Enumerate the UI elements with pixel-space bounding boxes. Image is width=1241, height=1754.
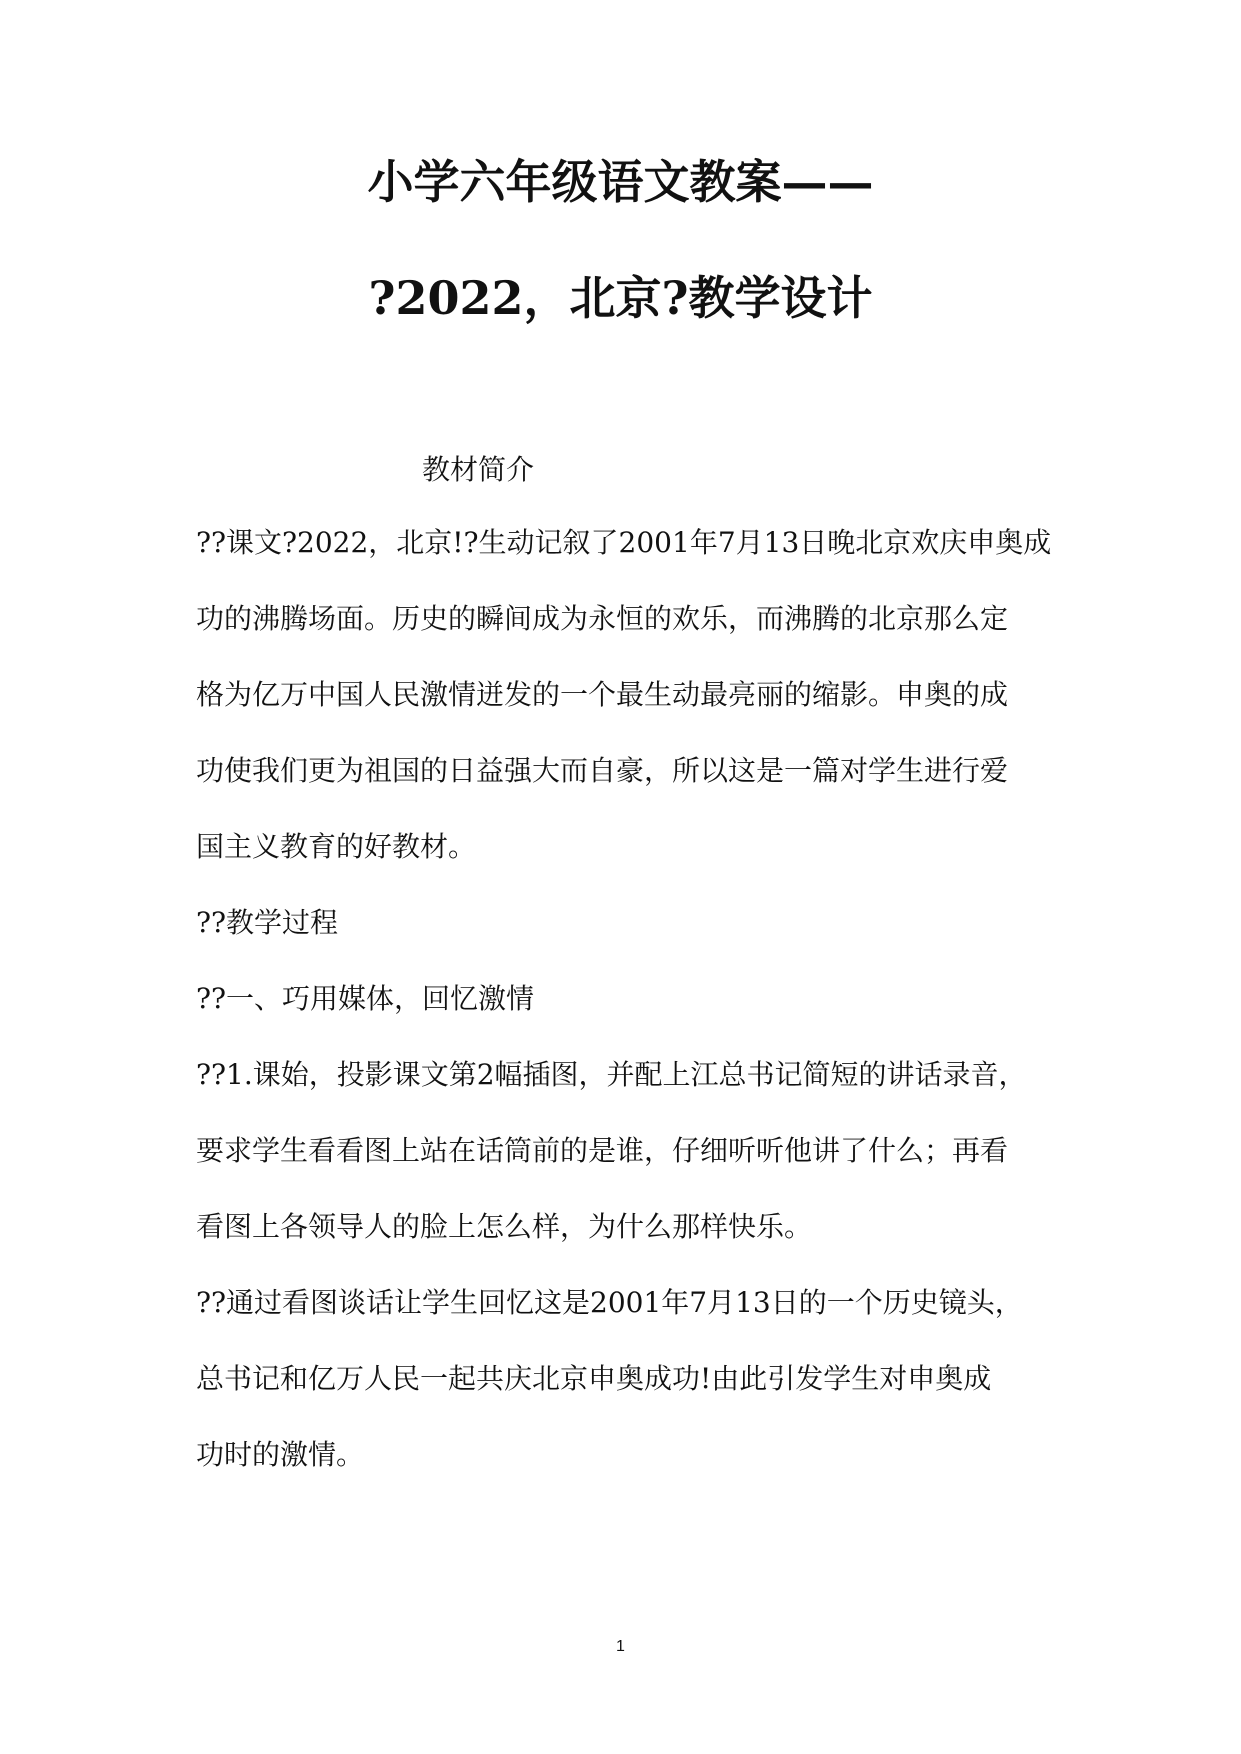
section-heading: 教材简介: [422, 453, 535, 486]
text-line: 功使我们更为祖国的日益强大而自豪，所以这是一篇对学生进行爱: [196, 754, 1009, 787]
text-line: 看图上各领导人的脸上怎么样，为什么那样快乐。: [196, 1210, 813, 1243]
text-line: 总书记和亿万人民一起共庆北京申奥成功!由此引发学生对申奥成: [196, 1362, 992, 1395]
page-number: 1: [616, 1638, 625, 1655]
text-line: ??通过看图谈话让学生回忆这是2001年7月13日的一个历史镜头，: [196, 1286, 1023, 1319]
text-line: 要求学生看看图上站在话筒前的是谁，仔细听听他讲了什么；再看: [196, 1134, 1009, 1167]
document-title-line-1: 小学六年级语文教案——: [367, 155, 874, 209]
text-line: 功的沸腾场面。历史的瞬间成为永恒的欢乐，而沸腾的北京那么定: [196, 602, 1009, 635]
text-line: 功时的激情。: [196, 1438, 365, 1471]
text-line: 格为亿万中国人民激情迸发的一个最生动最亮丽的缩影。申奥的成: [196, 678, 1009, 711]
subsection-label: ??一、巧用媒体，回忆激情: [196, 982, 535, 1015]
section-label: ??教学过程: [196, 906, 339, 939]
text-line: ??1.课始，投影课文第2幅插图，并配上江总书记简短的讲话录音，: [196, 1058, 1027, 1091]
text-line: 国主义教育的好教材。: [196, 830, 477, 863]
text-line: ??课文?2022，北京!?生动记叙了2001年7月13日晚北京欢庆申奥成: [196, 526, 1052, 559]
document-title-line-2: ?2022，北京?教学设计: [368, 271, 873, 325]
